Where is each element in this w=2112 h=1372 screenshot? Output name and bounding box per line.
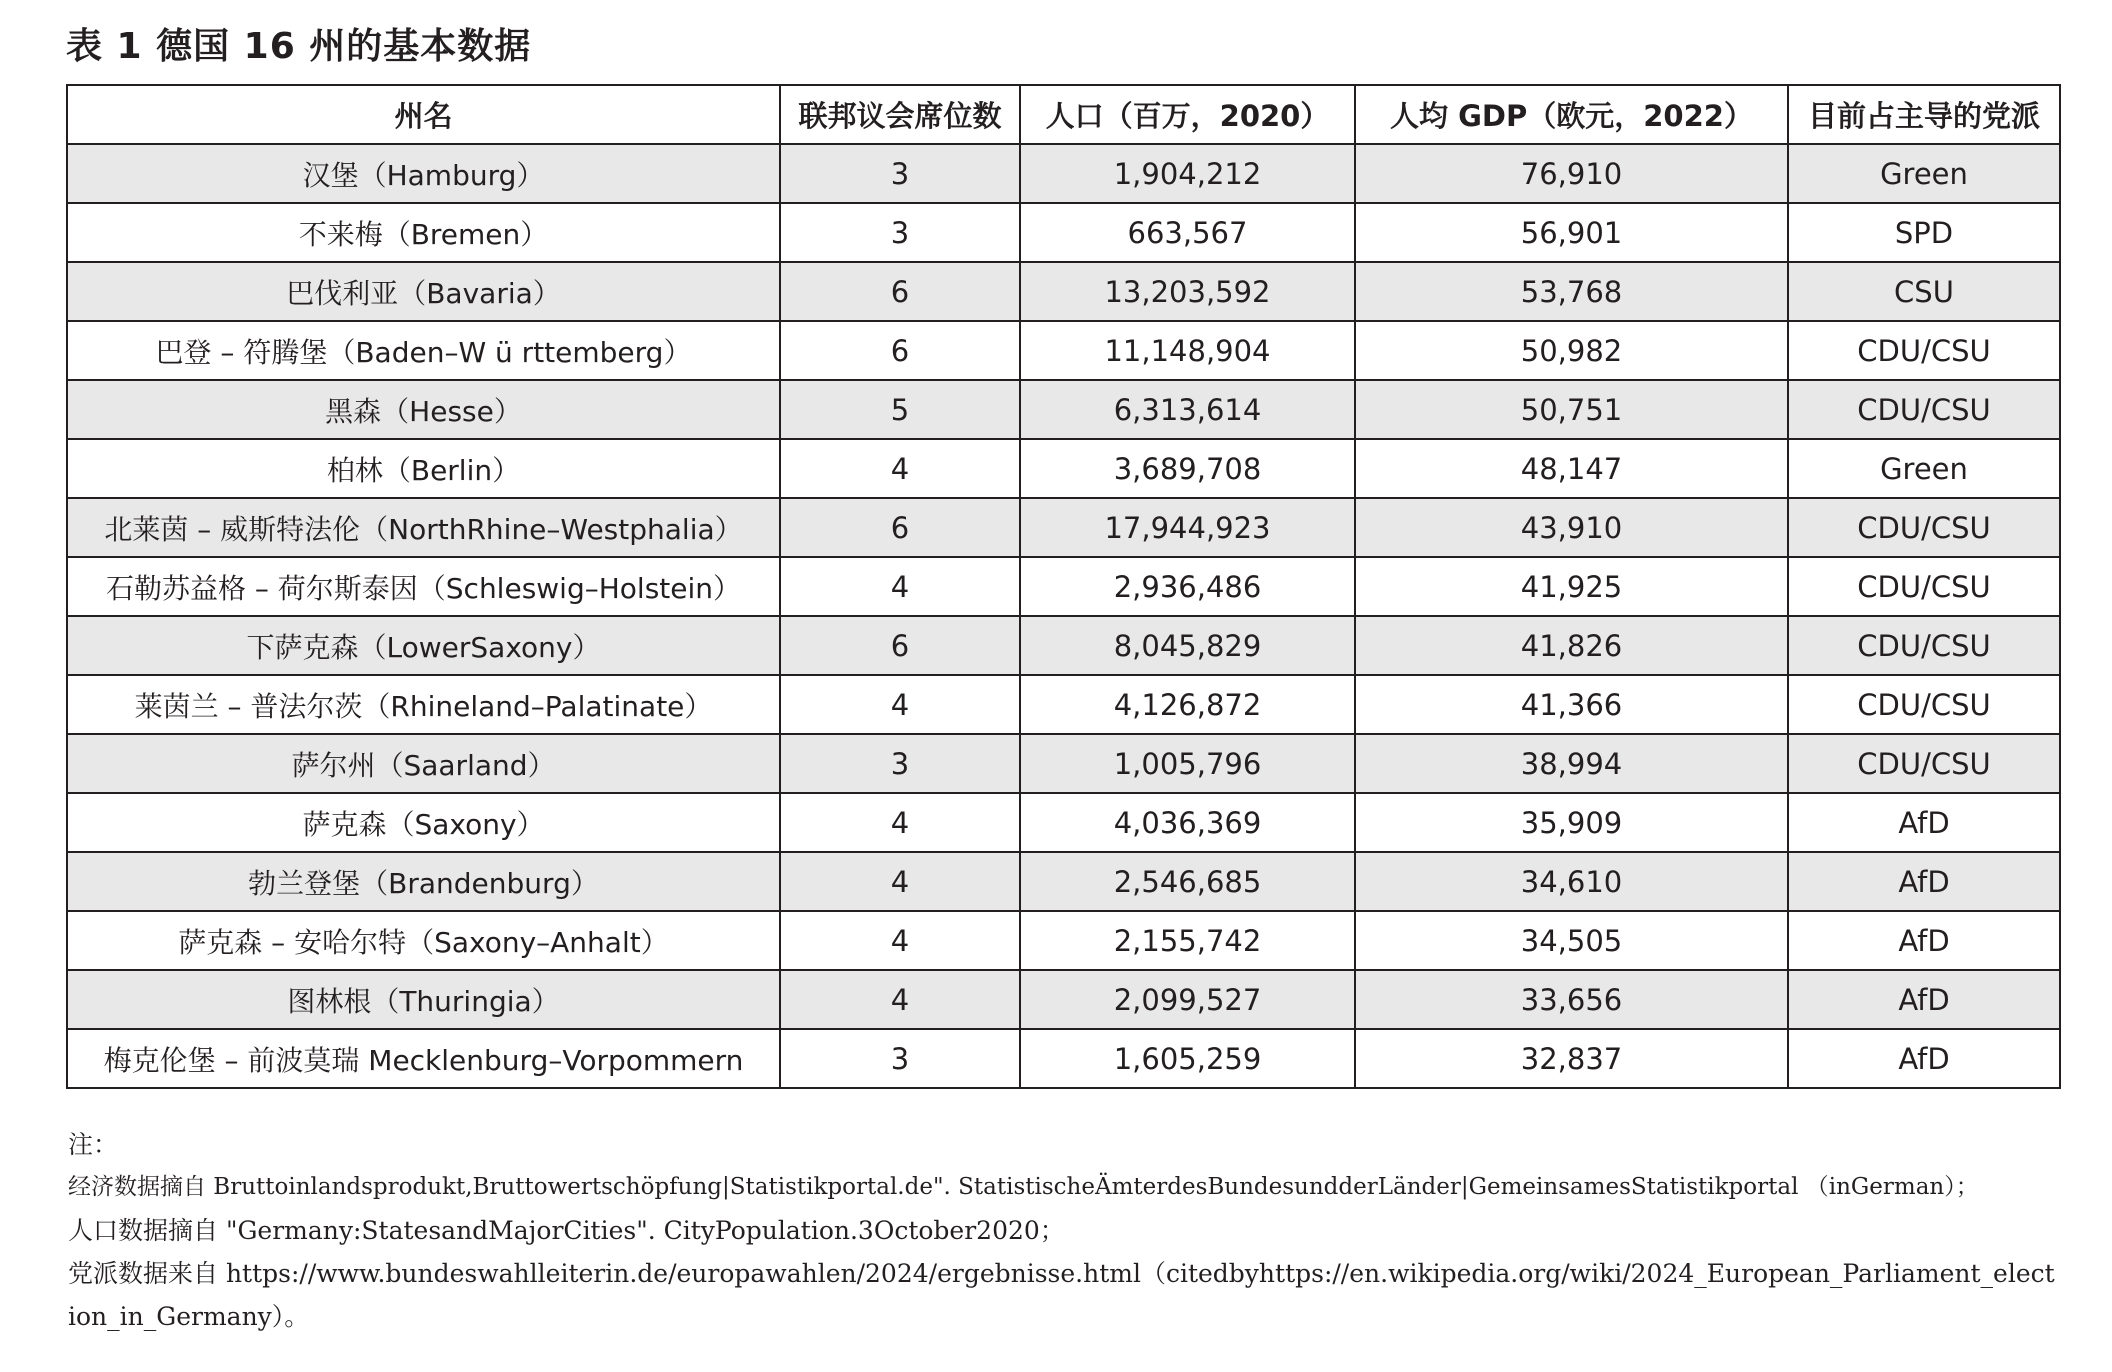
table-row — [67, 675, 2060, 734]
gdp-cell: 50,982 — [1355, 321, 1788, 380]
state-name-cell: 石勒苏益格 – 荷尔斯泰因（Schleswig–Holstein） — [67, 557, 780, 616]
party-cell: SPD — [1788, 203, 2060, 262]
state-name-cell: 萨克森 – 安哈尔特（Saxony–Anhalt） — [67, 911, 780, 970]
header-population: 人口（百万，2020） — [1020, 85, 1355, 144]
seats-cell: 6 — [780, 498, 1020, 557]
note-party-source: 党派数据来自 https://www.bundeswahlleiterin.de/europawahlen/2024/ergebnisse.html（citedbyhttps://en.wikipedia.org/wiki/2024_European_Parliament_election_in_Germany）。 — [68, 1259, 2055, 1331]
party-cell: Green — [1788, 439, 2060, 498]
gdp-cell: 76,910 — [1355, 144, 1788, 203]
seats-cell: 6 — [780, 262, 1020, 321]
population-cell: 17,944,923 — [1020, 498, 1355, 557]
table-row — [67, 439, 2060, 498]
seats-cell: 4 — [780, 852, 1020, 911]
population-cell: 11,148,904 — [1020, 321, 1355, 380]
table-row — [67, 380, 2060, 439]
gdp-cell: 50,751 — [1355, 380, 1788, 439]
state-name-cell: 勃兰登堡（Brandenburg） — [67, 852, 780, 911]
seats-cell: 4 — [780, 675, 1020, 734]
party-cell: CDU/CSU — [1788, 734, 2060, 793]
party-cell: AfD — [1788, 852, 2060, 911]
table-notes — [68, 1123, 2058, 1338]
gdp-cell: 41,826 — [1355, 616, 1788, 675]
seats-cell: 4 — [780, 970, 1020, 1029]
table-row — [67, 1029, 2060, 1088]
header-seats: 联邦议会席位数 — [780, 85, 1020, 144]
population-cell: 2,155,742 — [1020, 911, 1355, 970]
header-party: 目前占主导的党派 — [1788, 85, 2060, 144]
table-row — [67, 911, 2060, 970]
party-cell: AfD — [1788, 793, 2060, 852]
notes-label: 注： — [68, 1130, 119, 1159]
state-name-cell: 汉堡（Hamburg） — [67, 144, 780, 203]
table-row — [67, 793, 2060, 852]
table-row — [67, 262, 2060, 321]
state-name-cell: 黑森（Hesse） — [67, 380, 780, 439]
party-cell: AfD — [1788, 970, 2060, 1029]
seats-cell: 5 — [780, 380, 1020, 439]
gdp-cell: 41,366 — [1355, 675, 1788, 734]
note-economy-source: 经济数据摘自 Bruttoinlandsprodukt,Bruttowertschöpfung|Statistikportal.de". StatistischeÄmterdesBundesundderLänder|GemeinsamesStatistikportal （inGerman）； — [68, 1174, 1979, 1200]
population-cell: 1,005,796 — [1020, 734, 1355, 793]
population-cell: 13,203,592 — [1020, 262, 1355, 321]
note-population-source: 人口数据摘自 "Germany:StatesandMajorCities". CityPopulation.3October2020； — [68, 1216, 1065, 1245]
seats-cell: 6 — [780, 616, 1020, 675]
population-cell: 8,045,829 — [1020, 616, 1355, 675]
party-cell: AfD — [1788, 1029, 2060, 1088]
party-cell: CSU — [1788, 262, 2060, 321]
population-cell: 2,099,527 — [1020, 970, 1355, 1029]
gdp-cell: 53,768 — [1355, 262, 1788, 321]
population-cell: 1,904,212 — [1020, 144, 1355, 203]
header-state: 州名 — [67, 85, 780, 144]
party-cell: CDU/CSU — [1788, 616, 2060, 675]
gdp-cell: 48,147 — [1355, 439, 1788, 498]
header-gdp: 人均 GDP（欧元，2022） — [1355, 85, 1788, 144]
seats-cell: 4 — [780, 557, 1020, 616]
gdp-cell: 38,994 — [1355, 734, 1788, 793]
state-name-cell: 萨尔州（Saarland） — [67, 734, 780, 793]
gdp-cell: 32,837 — [1355, 1029, 1788, 1088]
population-cell: 1,605,259 — [1020, 1029, 1355, 1088]
population-cell: 4,036,369 — [1020, 793, 1355, 852]
table-row — [67, 557, 2060, 616]
party-cell: CDU/CSU — [1788, 557, 2060, 616]
gdp-cell: 33,656 — [1355, 970, 1788, 1029]
seats-cell: 4 — [780, 793, 1020, 852]
population-cell: 3,689,708 — [1020, 439, 1355, 498]
state-name-cell: 梅克伦堡 – 前波莫瑞 Mecklenburg–Vorpommern — [67, 1029, 780, 1088]
gdp-cell: 43,910 — [1355, 498, 1788, 557]
party-cell: CDU/CSU — [1788, 321, 2060, 380]
gdp-cell: 35,909 — [1355, 793, 1788, 852]
party-cell: CDU/CSU — [1788, 498, 2060, 557]
gdp-cell: 41,925 — [1355, 557, 1788, 616]
table-row — [67, 616, 2060, 675]
table-title: 表 1 德国 16 州的基本数据 — [66, 26, 532, 67]
population-cell: 6,313,614 — [1020, 380, 1355, 439]
population-cell: 4,126,872 — [1020, 675, 1355, 734]
state-name-cell: 下萨克森（LowerSaxony） — [67, 616, 780, 675]
seats-cell: 6 — [780, 321, 1020, 380]
table-row — [67, 852, 2060, 911]
population-cell: 2,546,685 — [1020, 852, 1355, 911]
state-name-cell: 柏林（Berlin） — [67, 439, 780, 498]
state-name-cell: 巴登 – 符腾堡（Baden–W ü rttemberg） — [67, 321, 780, 380]
state-name-cell: 图林根（Thuringia） — [67, 970, 780, 1029]
table-row — [67, 734, 2060, 793]
state-name-cell: 莱茵兰 – 普法尔茨（Rhineland–Palatinate） — [67, 675, 780, 734]
states-table — [66, 84, 2061, 1089]
state-name-cell: 巴伐利亚（Bavaria） — [67, 262, 780, 321]
seats-cell: 3 — [780, 144, 1020, 203]
table-row — [67, 144, 2060, 203]
state-name-cell: 北莱茵 – 威斯特法伦（NorthRhine–Westphalia） — [67, 498, 780, 557]
party-cell: CDU/CSU — [1788, 675, 2060, 734]
gdp-cell: 34,505 — [1355, 911, 1788, 970]
seats-cell: 4 — [780, 439, 1020, 498]
header-row — [67, 85, 2060, 144]
gdp-cell: 34,610 — [1355, 852, 1788, 911]
seats-cell: 3 — [780, 1029, 1020, 1088]
party-cell: AfD — [1788, 911, 2060, 970]
state-name-cell: 萨克森（Saxony） — [67, 793, 780, 852]
seats-cell: 3 — [780, 203, 1020, 262]
table-row — [67, 970, 2060, 1029]
party-cell: CDU/CSU — [1788, 380, 2060, 439]
table-row — [67, 321, 2060, 380]
population-cell: 2,936,486 — [1020, 557, 1355, 616]
population-cell: 663,567 — [1020, 203, 1355, 262]
table-row — [67, 203, 2060, 262]
gdp-cell: 56,901 — [1355, 203, 1788, 262]
table-row — [67, 498, 2060, 557]
state-name-cell: 不来梅（Bremen） — [67, 203, 780, 262]
seats-cell: 3 — [780, 734, 1020, 793]
party-cell: Green — [1788, 144, 2060, 203]
seats-cell: 4 — [780, 911, 1020, 970]
